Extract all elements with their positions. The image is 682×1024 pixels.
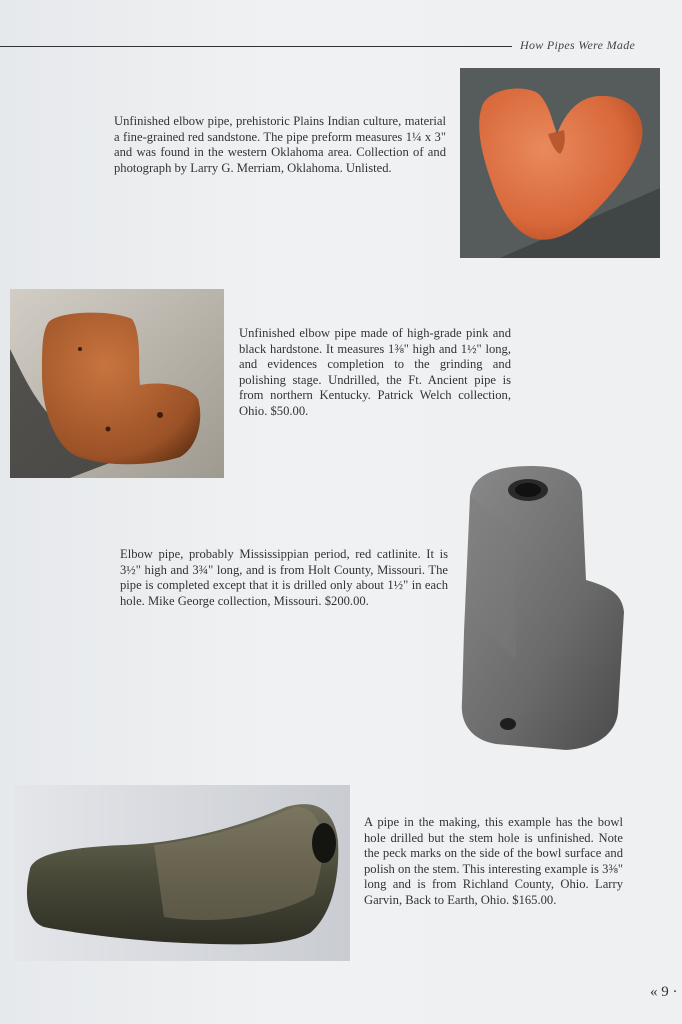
photo-pipe-in-the-making [14,785,350,961]
running-header: How Pipes Were Made [520,38,636,52]
red-sandstone-pipe-image [460,68,660,258]
caption-red-sandstone-pipe: Unfinished elbow pipe, prehistoric Plains Indian culture, material a fine-grained red sandstone. The pipe preform measures 1¼ x 3" and was found in the western Oklahoma area. Collection of and photograph by Larry G. Merriam, Oklahoma. Unlisted. [114,114,446,175]
catlinite-pipe-image [456,462,628,752]
caption-pipe-in-the-making: A pipe in the making, this example has the bowl hole drilled but the stem hole is unfinished. Note the peck marks on the side of the bowl surface and polish on the stem. This interesting example is 3⅜" long and is from Richland County, Ohio. Larry Garvin, Back to Earth, Ohio. $165.00. [364,815,623,907]
photo-red-sandstone-pipe [460,68,660,258]
caption-hardstone-pipe: Unfinished elbow pipe made of high-grade pink and black hardstone. It measures 1⅜" high and 1½" long, and evidences completion to the grinding and polishing stage. Undrilled, the Ft. Ancient pipe is from northern Kentucky. Patrick Welch collection, Ohio. $50.00. [239,326,511,418]
caption-catlinite-pipe: Elbow pipe, probably Mississippian period, red catlinite. It is 3½" high and 3¾" long, and is from Holt County, Missouri. The pipe is completed except that it is drilled only about 1½" in each hole. Mike George collection, Missouri. $200.00. [120,547,448,608]
photo-hardstone-pipe [10,289,224,478]
header-rule [0,46,512,47]
photo-catlinite-pipe [456,462,628,752]
hardstone-pipe-image [10,289,224,478]
pipe-in-the-making-image [14,785,350,961]
page-number: « 9 · [650,984,678,1000]
